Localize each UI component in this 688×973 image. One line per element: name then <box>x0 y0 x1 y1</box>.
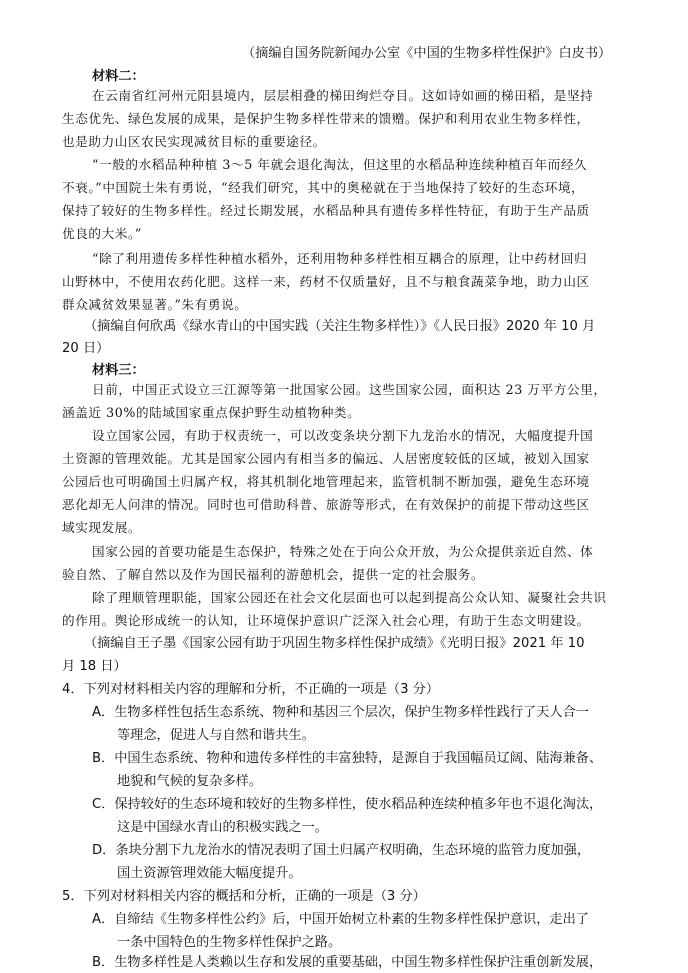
text-line: 5．下列对材料相关内容的概括和分析，正确的一项是（3 分） <box>62 889 426 904</box>
text-line: 在云南省红河州元阳县境内，层层相叠的梯田绚烂夺目。这如诗如画的梯田稻，是坚持 <box>92 88 594 103</box>
text-line: 材料二： <box>92 69 145 84</box>
text-line: 的作用。舆论形成统一的认知，让环境保护意识广泛深入社会心理，有助于生态文明建设。 <box>62 613 590 628</box>
text-line: 设立国家公园，有助于权责统一，可以改变条块分割下九龙治水的情况，大幅度提升国 <box>92 428 594 443</box>
text-line: 国家公园的首要功能是生态保护，特殊之处在于向公众开放，为公众提供亲近自然、体 <box>92 544 594 559</box>
text-line: 这是中国绿水青山的积极实践之一。 <box>117 820 328 835</box>
text-line: （摘编自王子墨《国家公园有助于巩固生物多样性保护成绩》《光明日报》2021 年 10 <box>84 636 585 651</box>
text-line: 土资源的管理效能。尤其是国家公园内有相当多的偏远、人居密度较低的区域，被划入国家 <box>62 451 590 466</box>
text-line: 不衰。”中国院士朱有勇说，“经我们研究，其中的奥秘就在于当地保持了较好的生态环境， <box>62 180 585 195</box>
text-line: C．保持较好的生态环境和较好的生物多样性，使水稻品种连续种植多年也不退化淘汰， <box>92 797 603 812</box>
text-line: A．生物多样性包括生态系统、物种和基因三个层次，保护生物多样性践行了天人合一 <box>92 705 589 720</box>
text-line: 4．下列对材料相关内容的理解和分析，不正确的一项是（3 分） <box>62 682 440 697</box>
text-line: 一条中国特色的生物多样性保护之路。 <box>117 935 342 950</box>
text-line: 群众减贫效果显著。”朱有勇说。 <box>62 297 248 312</box>
text-line: 也是助力山区农民实现减贫目标的重要途径。 <box>62 134 326 149</box>
text-line: “除了利用遗传多样性种植水稻外，还利用物种多样性相互耦合的原理，让中药材回归 <box>92 251 588 266</box>
text-line: 国土资源管理效能大幅度提升。 <box>117 866 302 881</box>
text-line: 20 日） <box>62 341 110 356</box>
text-line: 域实现发展。 <box>62 520 142 535</box>
text-line: 保持了较好的生物多样性。经过长期发展，水稻品种具有遗传多样性特征，有助于生产品质 <box>62 203 590 218</box>
text-line: 材料三： <box>92 363 145 378</box>
text-line: 公园后也可明确国土归属产权，将其机制化地管理起来，监管机制不断加强，避免生态环境 <box>62 474 590 489</box>
text-line: 地貌和气候的复杂多样。 <box>117 774 263 789</box>
text-line: “一般的水稻品种种植 3～5 年就会退化淘汰，但这里的水稻品种连续种植百年而经久 <box>92 157 588 172</box>
text-line: D．条块分割下九龙治水的情况表明了国土归属产权明确，生态环境的监管力度加强， <box>92 843 591 858</box>
text-line: 优良的大米。” <box>62 226 142 241</box>
text-line: 山野林中，不使用农药化肥。这样一来，药材不仅质量好，且不与粮食蔬菜争地，助力山区 <box>62 274 590 289</box>
text-line: 日前，中国正式设立三江源等第一批国家公园。这些国家公园，面积达 23 万平方公里， <box>92 382 607 397</box>
text-line: A．自缔结《生物多样性公约》后，中国开始树立朴素的生物多样性保护意识，走出了 <box>92 912 589 927</box>
text-line: 生态优先、绿色发展的成果，是保护生物多样性带来的馈赠。保护和利用农业生物多样性， <box>62 111 590 126</box>
text-line: 验自然、了解自然以及作为国民福利的游憩机会，提供一定的社会服务。 <box>62 567 485 582</box>
text-line: B．生物多样性是人类赖以生存和发展的重要基础，中国生物多样性保护注重创新发展， <box>92 955 603 970</box>
text-line: 涵盖近 30%的陆域国家重点保护野生动植物种类。 <box>62 405 361 420</box>
text-line: 恶化却无人问津的情况。同时也可借助科普、旅游等形式，在有效保护的前提下带动这些区 <box>62 497 590 512</box>
text-line: 等理念，促进人与自然和谐共生。 <box>117 728 315 743</box>
text-line: （摘编自国务院新闻办公室《中国的生物多样性保护》白皮书） <box>242 46 612 61</box>
text-line: （摘编自何欣禹《绿水青山的中国实践（关注生物多样性）》《人民日报》2020 年 10 月 <box>84 319 596 334</box>
text-line: 除了理顺管理职能，国家公园还在社会文化层面也可以起到提高公众认知、凝聚社会共识 <box>92 590 607 605</box>
text-line: 月 18 日） <box>62 659 127 674</box>
text-line: B．中国生态系统、物种和遗传多样性的丰富独特，是源自于我国幅员辽阔、陆海兼备、 <box>92 751 603 766</box>
